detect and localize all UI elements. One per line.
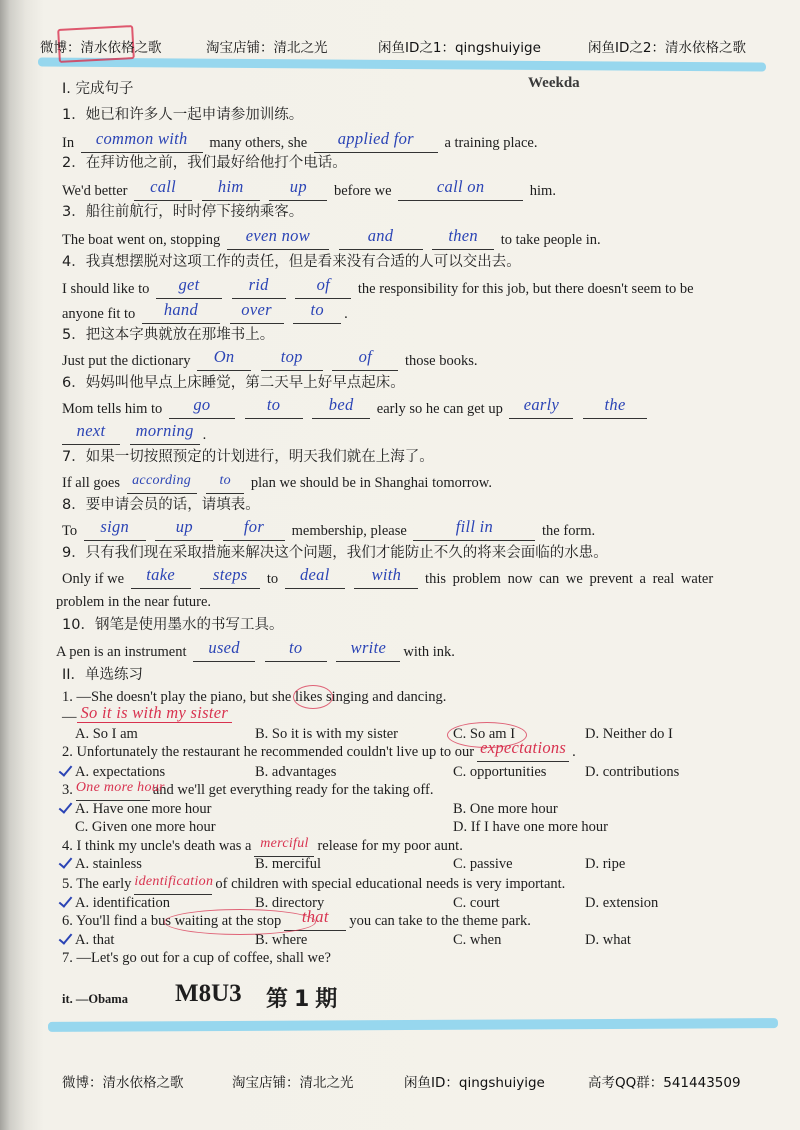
item-8-chinese: 8．要申请会员的话，请填表。 bbox=[62, 497, 260, 513]
answer-blank bbox=[227, 226, 329, 250]
option-d: D. ripe bbox=[585, 856, 626, 872]
margin-text: Weekda bbox=[528, 75, 580, 91]
option-d: D. contributions bbox=[585, 764, 680, 780]
option-d: D. If I have one more hour bbox=[453, 819, 609, 835]
item-9-english-line-1 bbox=[62, 565, 714, 590]
item-5-chinese: 5．把这本字典就放在那堆书上。 bbox=[62, 327, 275, 343]
option-a: A. that bbox=[75, 932, 115, 948]
item-1-chinese: 1．她已和许多人一起申请参加训练。 bbox=[62, 107, 304, 123]
footer-qq-group: 高考QQ群：541443509 bbox=[588, 1075, 741, 1091]
answer-blank bbox=[265, 638, 327, 662]
item-4-chinese: 4．我真想摆脱对这项工作的责任，但是看来没有合适的人可以交出去。 bbox=[62, 254, 521, 270]
text-segment: 6. You'll find a bus waiting at the stop bbox=[62, 913, 282, 929]
handwritten-answer: and bbox=[367, 226, 394, 245]
footer-taobao: 淘宝店铺：清北之光 bbox=[232, 1075, 354, 1091]
handwritten-answer: expectations bbox=[480, 738, 567, 757]
handwritten-answer: So it is with my sister bbox=[77, 703, 233, 723]
text-segment: the form. bbox=[542, 523, 596, 539]
answer-blank bbox=[477, 738, 569, 762]
option-b: B. advantages bbox=[255, 764, 337, 780]
page-footer bbox=[0, 1072, 800, 1094]
option-c: C. opportunities bbox=[453, 764, 547, 780]
unit-title: M8U3 bbox=[175, 980, 242, 1007]
handwritten-answer: sign bbox=[100, 517, 130, 536]
handwritten-answer: deal bbox=[299, 565, 330, 584]
option-a: A. stainless bbox=[75, 856, 142, 872]
answer-blank bbox=[354, 565, 418, 589]
text-segment: anyone fit to bbox=[62, 306, 136, 322]
handwritten-answer: go bbox=[193, 395, 211, 414]
answer-blank bbox=[62, 421, 120, 445]
option-a: A. identification bbox=[75, 895, 171, 911]
handwritten-answer: On bbox=[213, 347, 235, 366]
handwritten-answer: then bbox=[448, 226, 478, 245]
answer-blank bbox=[245, 395, 303, 419]
handwritten-answer: even now bbox=[245, 226, 311, 245]
answer-blank bbox=[509, 395, 573, 419]
text-segment: a training place. bbox=[444, 135, 538, 151]
answer-blank bbox=[169, 395, 235, 419]
item-8-english bbox=[62, 517, 596, 542]
handwritten-answer: identification bbox=[134, 874, 214, 889]
item-1-english bbox=[62, 129, 538, 154]
answer-blank bbox=[339, 226, 423, 250]
text-segment: with ink. bbox=[403, 644, 455, 660]
answer-blank bbox=[142, 300, 220, 324]
text-segment: many others, she bbox=[209, 135, 308, 151]
handwritten-answer: applied for bbox=[337, 129, 414, 148]
handwritten-answer: call bbox=[150, 177, 177, 196]
option-b: B. directory bbox=[255, 895, 325, 911]
item-2-chinese: 2．在拜访他之前，我们最好给他打个电话。 bbox=[62, 155, 347, 171]
handwritten-answer: bed bbox=[328, 395, 354, 414]
answer-blank bbox=[130, 421, 200, 445]
item-6-chinese: 6．妈妈叫他早点上床睡觉，第二天早上好早点起床。 bbox=[62, 375, 405, 391]
handwritten-answer: early bbox=[523, 395, 560, 414]
item-4-english-line-1 bbox=[62, 275, 694, 300]
answer-blank bbox=[232, 275, 286, 299]
text-segment: plan we should be in Shanghai tomorrow. bbox=[250, 475, 492, 491]
text-segment: Just put the dictionary bbox=[62, 353, 191, 369]
answer-blank bbox=[202, 177, 260, 201]
handwritten-answer: to bbox=[219, 473, 231, 488]
handwritten-answer: fill in bbox=[455, 517, 494, 536]
answer-blank bbox=[156, 275, 222, 299]
red-circle-mark bbox=[293, 685, 333, 709]
header-xianyu-2: 闲鱼ID之2：清水依格之歌 bbox=[588, 40, 746, 56]
item-9-english-line-2: problem in the near future. bbox=[56, 594, 212, 610]
option-a: A. So I am bbox=[75, 726, 138, 742]
handwritten-answer: to bbox=[310, 300, 324, 319]
text-segment: 2. Unfortunately the restaurant he recommended couldn't live up to our bbox=[62, 744, 475, 760]
option-c: C. So am I bbox=[453, 726, 516, 742]
handwritten-answer: of bbox=[316, 275, 330, 294]
answer-blank bbox=[285, 565, 345, 589]
item-10-english bbox=[56, 638, 455, 663]
item-3-chinese: 3．船往前航行，时时停下接纳乘客。 bbox=[62, 204, 304, 220]
answer-blank bbox=[413, 517, 535, 541]
handwritten-answer: merciful bbox=[260, 836, 309, 851]
text-segment: the responsibility for this job, but there doesn't seem to be bbox=[357, 281, 694, 297]
text-segment: Only if we bbox=[62, 571, 125, 587]
answer-blank bbox=[81, 129, 203, 153]
blue-highlight-stroke-bottom bbox=[48, 1018, 778, 1032]
text-segment: and we'll get everything ready for the taking off. bbox=[152, 782, 434, 798]
option-d: D. what bbox=[585, 932, 631, 948]
text-segment: To bbox=[62, 523, 78, 539]
answer-blank bbox=[155, 517, 213, 541]
text-segment: 4. I think my uncle's death was a bbox=[62, 838, 252, 854]
handwritten-answer: morning bbox=[135, 421, 194, 440]
answer-blank bbox=[432, 226, 494, 250]
handwritten-answer: steps bbox=[213, 565, 248, 584]
answer-blank bbox=[193, 638, 255, 662]
handwritten-answer: up bbox=[289, 177, 307, 196]
handwritten-answer: to bbox=[289, 638, 303, 657]
answer-blank bbox=[261, 347, 323, 371]
handwritten-answer: common with bbox=[95, 129, 188, 148]
handwritten-answer: take bbox=[146, 565, 175, 584]
text-segment: 5. The early bbox=[62, 876, 132, 892]
answer-blank bbox=[269, 177, 327, 201]
text-segment: to bbox=[266, 571, 279, 587]
handwritten-answer: hand bbox=[163, 300, 199, 319]
text-segment: We'd better bbox=[62, 183, 128, 199]
item-7-english bbox=[62, 472, 492, 494]
handwritten-answer: One more hour bbox=[75, 780, 165, 795]
text-segment: to take people in. bbox=[500, 232, 601, 248]
footer-weibo: 微博：清水依格之歌 bbox=[62, 1075, 184, 1091]
answer-blank bbox=[295, 275, 351, 299]
question-7-stem: 7. —Let's go out for a cup of coffee, shall we? bbox=[62, 950, 331, 966]
item-6-english-line-2 bbox=[62, 421, 207, 446]
item-10-chinese: 10．钢笔是使用墨水的书写工具。 bbox=[62, 617, 284, 633]
text-segment: Mom tells him to bbox=[62, 401, 163, 417]
option-b: B. One more hour bbox=[453, 801, 558, 817]
question-2-stem bbox=[62, 738, 576, 763]
text-segment: 3. bbox=[62, 782, 73, 798]
item-4-english-line-2 bbox=[62, 300, 348, 325]
header-taobao: 淘宝店铺：清北之光 bbox=[206, 40, 328, 56]
text-segment: I should like to bbox=[62, 281, 150, 297]
answer-blank bbox=[314, 129, 438, 153]
text-segment: of children with special educational needs is very important. bbox=[215, 876, 566, 892]
text-segment: If all goes bbox=[62, 475, 120, 491]
option-b: B. where bbox=[255, 932, 308, 948]
question-1-stem: 1. —She doesn't play the piano, but she likes singing and dancing. bbox=[62, 689, 447, 705]
handwritten-answer: write bbox=[350, 638, 387, 657]
section-1-title: I. 完成句子 bbox=[62, 81, 134, 97]
answer-blank bbox=[230, 300, 284, 324]
blue-highlight-stroke-top bbox=[38, 57, 766, 71]
answer-blank bbox=[336, 638, 400, 662]
text-segment: early so he can get up bbox=[376, 401, 503, 417]
answer-blank bbox=[134, 177, 192, 201]
answer-blank bbox=[127, 474, 197, 494]
text-segment: A pen is an instrument bbox=[56, 644, 187, 660]
quote-tail: it. —Obama bbox=[62, 992, 128, 1006]
handwritten-answer: up bbox=[175, 517, 193, 536]
section-2-title: II．单选练习 bbox=[62, 667, 144, 683]
text-segment: before we bbox=[333, 183, 392, 199]
text-segment: The boat went on, stopping bbox=[62, 232, 221, 248]
answer-blank bbox=[293, 300, 341, 324]
option-c: C. Given one more hour bbox=[75, 819, 216, 835]
option-a: A. Have one more hour bbox=[75, 801, 212, 817]
option-c: C. passive bbox=[453, 856, 513, 872]
item-2-english bbox=[62, 177, 556, 202]
option-b: B. merciful bbox=[255, 856, 322, 872]
page-header bbox=[0, 37, 800, 59]
handwritten-answer: top bbox=[280, 347, 303, 366]
handwritten-answer: next bbox=[76, 421, 106, 440]
handwritten-answer: to bbox=[266, 395, 281, 414]
handwritten-answer: for bbox=[243, 517, 265, 536]
item-3-english bbox=[62, 226, 601, 251]
answer-blank bbox=[398, 177, 523, 201]
answer-blank bbox=[197, 347, 251, 371]
answer-blank bbox=[131, 565, 191, 589]
handwritten-answer: over bbox=[241, 300, 272, 319]
item-9-chinese: 9．只有我们现在采取措施来解决这个问题，我们才能防止不久的将来会面临的水患。 bbox=[62, 545, 608, 561]
handwritten-answer: of bbox=[358, 347, 373, 366]
option-d: D. Neither do I bbox=[585, 726, 673, 742]
text-segment: him. bbox=[529, 183, 556, 199]
handwritten-answer: with bbox=[371, 565, 402, 584]
text-segment: . bbox=[202, 427, 207, 443]
answer-blank bbox=[583, 395, 647, 419]
text-segment: membership, please bbox=[291, 523, 407, 539]
text-segment: release for my poor aunt. bbox=[317, 838, 463, 854]
issue-number: 第1期 bbox=[266, 987, 344, 1012]
answer-blank bbox=[312, 395, 370, 419]
item-6-english-line-1 bbox=[62, 395, 650, 420]
handwritten-answer: rid bbox=[248, 275, 269, 294]
text-segment: . bbox=[572, 744, 576, 760]
option-b: B. So it is with my sister bbox=[255, 726, 399, 742]
text-segment: . bbox=[344, 306, 348, 322]
option-c: C. court bbox=[453, 895, 500, 911]
answer-blank bbox=[84, 517, 146, 541]
text-segment: this problem now can we prevent a real water bbox=[425, 571, 714, 587]
handwritten-answer: him bbox=[217, 177, 244, 196]
reply-dash: — bbox=[62, 709, 77, 725]
answer-blank bbox=[206, 474, 244, 494]
text-segment: those books. bbox=[404, 353, 478, 369]
option-d: D. extension bbox=[585, 895, 659, 911]
item-5-english bbox=[62, 347, 478, 372]
handwritten-answer: that bbox=[301, 907, 329, 926]
handwritten-answer: the bbox=[604, 395, 626, 414]
text-segment: In bbox=[62, 135, 75, 151]
text-segment: you can take to the theme park. bbox=[349, 913, 531, 929]
answer-blank bbox=[332, 347, 398, 371]
footer-xianyu: 闲鱼ID：qingshuiyige bbox=[404, 1075, 545, 1091]
handwritten-answer: get bbox=[178, 275, 200, 294]
item-7-chinese: 7．如果一切按照预定的计划进行，明天我们就在上海了。 bbox=[62, 449, 434, 465]
question-4-options bbox=[62, 853, 752, 875]
header-weibo: 微博：清水依格之歌 bbox=[40, 40, 162, 56]
option-a: A. expectations bbox=[75, 764, 166, 780]
option-c: C. when bbox=[453, 932, 502, 948]
handwritten-answer: according bbox=[132, 473, 192, 488]
handwritten-answer: call on bbox=[436, 177, 485, 196]
handwritten-answer: used bbox=[208, 638, 240, 657]
header-xianyu-1: 闲鱼ID之1：qingshuiyige bbox=[378, 40, 541, 56]
answer-blank bbox=[223, 517, 285, 541]
answer-blank bbox=[200, 565, 260, 589]
